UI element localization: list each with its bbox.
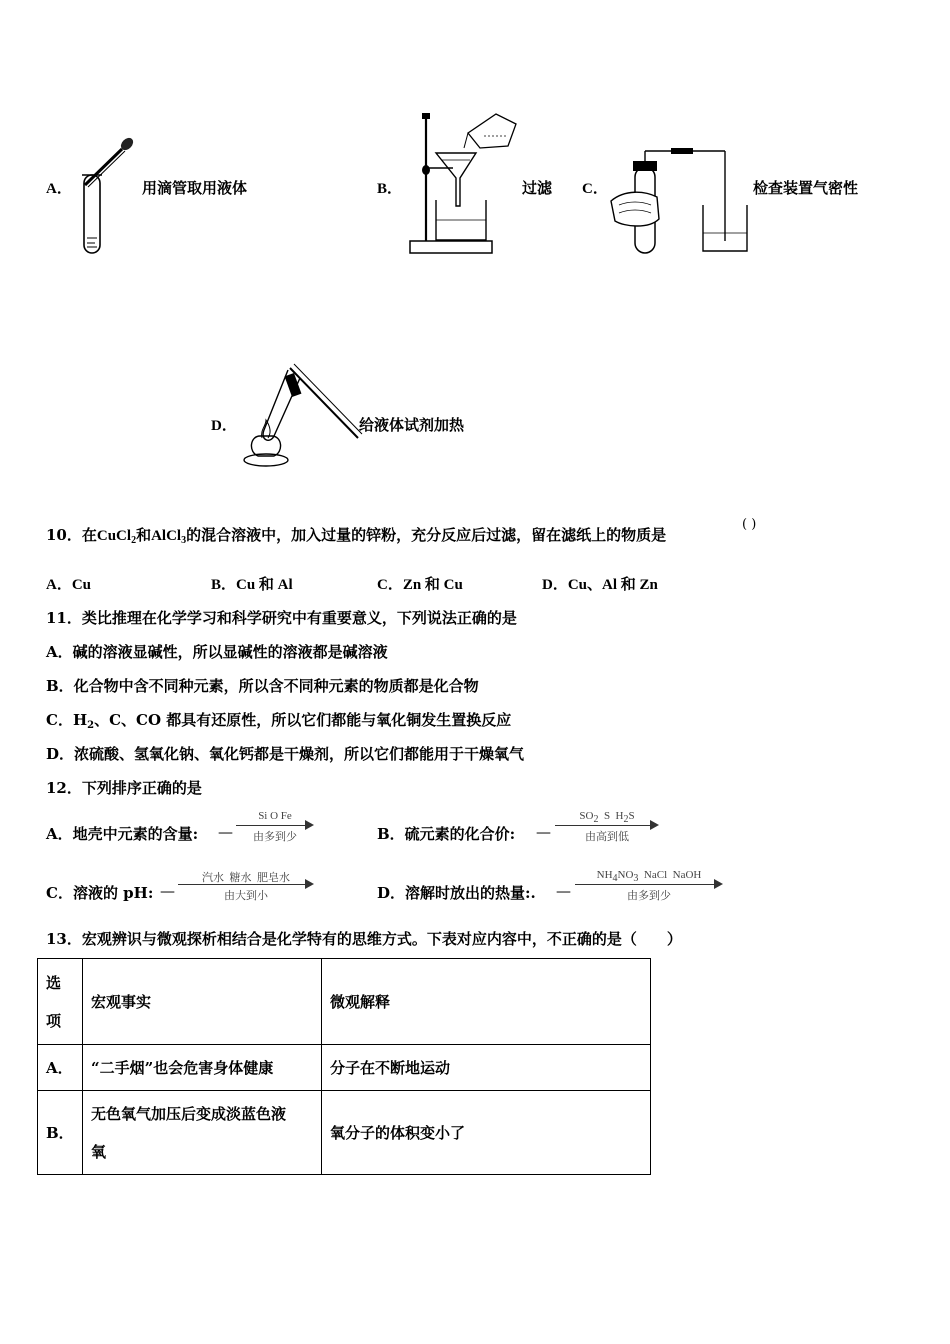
q10-alcl3: AlCl$_3$	[151, 528, 187, 546]
option-a-label: A．	[46, 181, 72, 197]
q10-cucl2: CuCl$_2$	[96, 528, 137, 546]
filtration-setup-illustration	[408, 108, 523, 258]
option-b-label: B．	[377, 181, 403, 197]
q12-b-arrow-bottom: 由高到低	[585, 831, 629, 843]
q10-rest: 的混合溶液中，加入过量的锌粉，充分反应后过滤，留在滤纸上的物质是	[186, 526, 667, 544]
row-b-explain: 氧分子的体积变小了	[322, 1091, 651, 1175]
table-header-row	[38, 959, 651, 1045]
question-12-stem: 12．下列排序正确的是	[46, 779, 202, 797]
q12-option-c: C．溶液的 pH:	[46, 884, 154, 902]
q10-option-b: B．Cu 和 Al	[211, 577, 293, 593]
airtightness-check-illustration	[605, 145, 755, 257]
q11-option-b: B．化合物中含不同种元素，所以含不同种元素的物质都是化合物	[46, 677, 479, 695]
q10-answer-paren: ( )	[742, 517, 757, 532]
q12-option-c-arrow	[178, 869, 314, 903]
question-11-stem: 11．类比推理在化学学习和科学研究中有重要意义，下列说法正确的是	[46, 609, 517, 627]
q11-option-c: C．$H_2$、C、CO 都具有还原性，所以它们都能与氧化铜发生置换反应	[46, 711, 512, 731]
option-d-text: 给液体试剂加热	[359, 416, 465, 434]
row-a-explain: 分子在不断地运动	[322, 1045, 651, 1091]
heating-liquid-illustration	[240, 360, 365, 470]
q12-option-d-dash: —	[556, 882, 571, 900]
table-row	[38, 1045, 651, 1091]
q12-d-arrow-top: $NH_4NO_3$ NaCl NaOH	[596, 869, 702, 884]
q10-option-d: D．Cu、Al 和 Zn	[542, 577, 658, 593]
q12-b-arrow-top: $SO_2$ S $H_2S$	[579, 810, 635, 825]
q11-option-a: A．碱的溶液显碱性，所以显碱性的溶液都是碱溶液	[46, 643, 388, 661]
option-d-label: D．	[211, 418, 237, 434]
q12-c-arrow-top: 汽水 糖水 肥皂水	[202, 872, 290, 884]
q12-option-b: B．硫元素的化合价:	[377, 825, 516, 843]
q13-table	[37, 958, 651, 1175]
q12-option-c-dash: —	[160, 882, 175, 900]
q12-option-b-dash: —	[536, 823, 551, 841]
q12-a-arrow-bottom: 由多到少	[253, 831, 297, 843]
row-a-fact: “二手烟”也会危害身体健康	[83, 1045, 322, 1091]
option-c-label: C．	[582, 181, 608, 197]
q12-option-d: D．溶解时放出的热量:.	[377, 884, 536, 902]
q10-option-a: A．Cu	[46, 577, 92, 593]
row-b-fact: 无色氧气加压后变成淡蓝色液 氧	[83, 1091, 322, 1175]
q12-option-a: A．地壳中元素的含量:	[46, 825, 199, 843]
option-b-text: 过滤	[522, 179, 553, 197]
header-micro-explain: 微观解释	[322, 959, 651, 1045]
q12-option-a-arrow	[236, 810, 314, 844]
header-option: 选 项	[38, 959, 83, 1045]
q10-and: 和	[136, 526, 152, 544]
q10-num: 10．在	[46, 526, 97, 544]
q12-option-b-arrow	[555, 810, 659, 844]
row-a-option: A．	[38, 1045, 83, 1091]
q12-option-a-dash: —	[218, 823, 233, 841]
row-b-option: B．	[38, 1091, 83, 1175]
table-row	[38, 1091, 651, 1175]
question-10-stem	[46, 524, 666, 546]
option-a-text: 用滴管取用液体	[142, 179, 248, 197]
q12-a-arrow-top: Si O Fe	[258, 810, 292, 822]
q11-option-d: D．浓硫酸、氢氧化钠、氧化钙都是干燥剂，所以它们都能用于干燥氧气	[46, 745, 525, 763]
q12-option-d-arrow	[575, 869, 723, 903]
header-macro-fact: 宏观事实	[83, 959, 322, 1045]
q12-d-arrow-bottom: 由多到少	[627, 890, 671, 902]
question-13-stem: 13．宏观辨识与微观探析相结合是化学特有的思维方式。下表对应内容中，不正确的是（ ）	[46, 930, 682, 948]
q10-option-c: C．Zn 和 Cu	[377, 577, 463, 593]
dropper-tube-illustration	[70, 135, 140, 260]
q12-c-arrow-bottom: 由大到小	[224, 890, 268, 902]
option-c-text: 检查装置气密性	[753, 179, 859, 197]
